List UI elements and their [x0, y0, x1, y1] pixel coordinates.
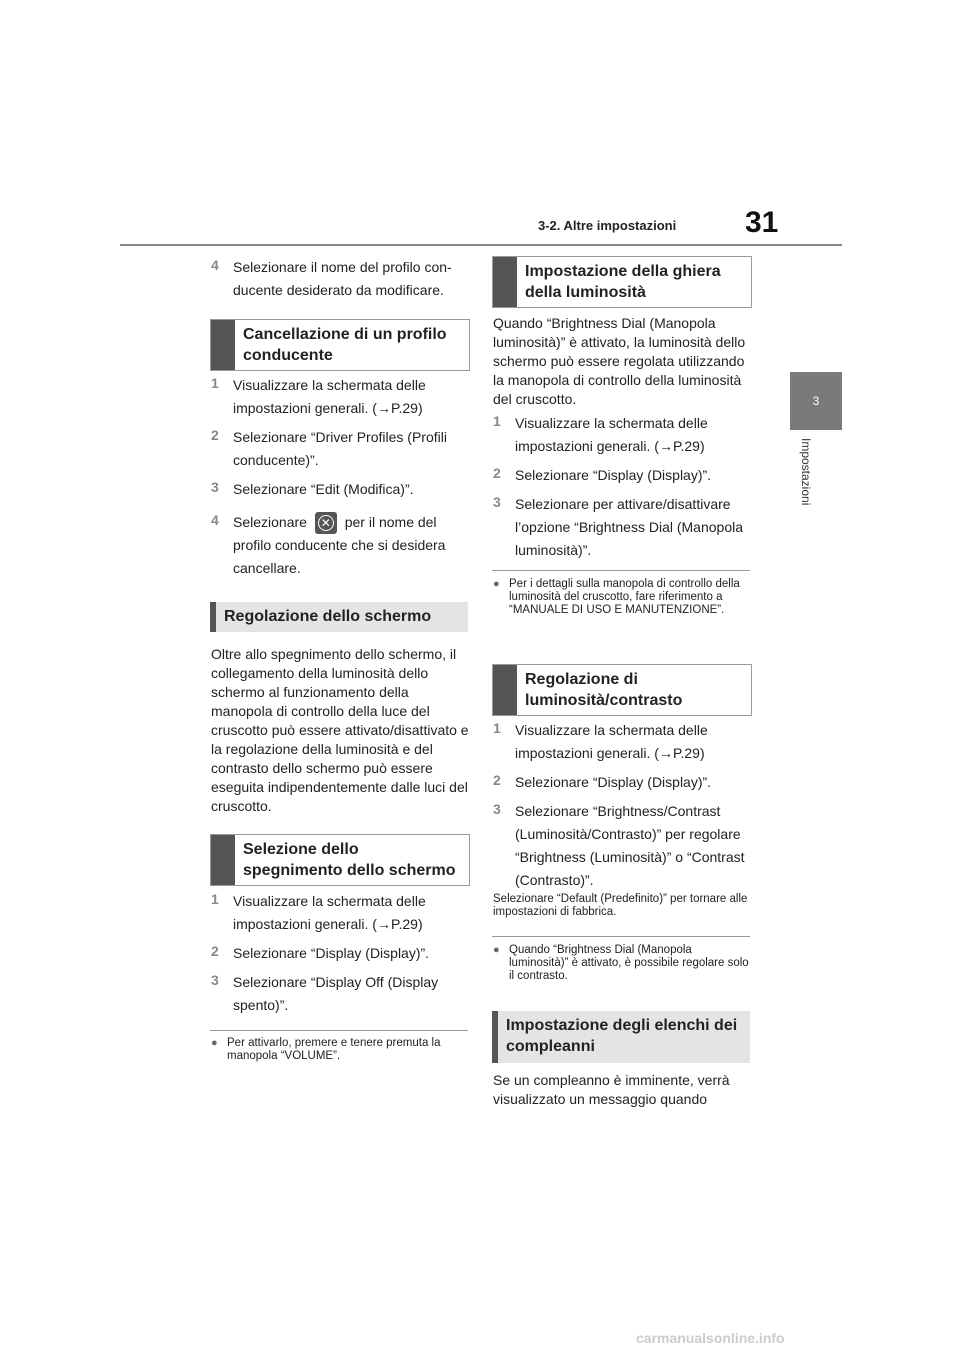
step-text: Selezionare “Brightness/Contrast (Luminosità/Contrasto)” per regolare “Brightness (Luminosità)” o “Contrast (Contrasto)”. [515, 803, 745, 888]
step-text: Selezionare “Driver Profiles (Profili conducente)”. [233, 429, 447, 468]
heading-brightness-dial [492, 256, 752, 308]
chapter-label: Impostazioni [799, 438, 813, 506]
heading-text: Selezione dello spegnimento dello schermo [243, 841, 456, 879]
step-item [211, 971, 469, 1017]
step-number: 3 [211, 479, 219, 495]
step-item [493, 800, 751, 892]
note [211, 1037, 469, 1063]
step-item [493, 464, 751, 487]
step-text: Selezionare “Edit (Modifica)”. [233, 481, 414, 497]
note [493, 944, 751, 983]
bullet-icon: ● [211, 1037, 218, 1049]
step-number: 4 [211, 257, 219, 273]
birthday-paragraph: Se un compleanno è imminente, verrà visualizzato un messaggio quando [493, 1072, 730, 1107]
step-number: 1 [493, 720, 501, 736]
delete-icon: ✕ [315, 512, 337, 534]
step-number: 2 [211, 427, 219, 443]
step-item [211, 511, 469, 580]
step-item [493, 493, 751, 562]
step-text: Selezionare per attivare/disattivare l’opzione “Brightness Dial (Manopola luminosità)”. [515, 496, 744, 558]
section-title: 3-2. Altre impostazioni [538, 218, 677, 233]
step-item [493, 719, 751, 765]
step-number: 3 [211, 972, 219, 988]
step-text: Selezionare il nome del profilo con- ducente desiderato da modificare. [233, 259, 452, 298]
step-number: 1 [493, 413, 501, 429]
note-rule [210, 1030, 468, 1031]
step-number: 1 [211, 891, 219, 907]
step-item [211, 374, 469, 420]
bullet-icon: ● [493, 944, 500, 956]
note-rule [492, 936, 750, 937]
screen-adjust-paragraph: Oltre allo spegnimento dello schermo, il collegamento della luminosità dello schermo al funzionamento della manopola di controllo della luce del cruscotto può essere attivato/disattivato e la regolazione della luminosità e del contrasto dello schermo può essere eseguita indipendentemente dalle luci del cruscotto. [211, 646, 469, 814]
step-number: 3 [493, 494, 501, 510]
step-item [211, 890, 469, 936]
step-item [211, 942, 469, 965]
note [493, 578, 751, 617]
brightness-dial-paragraph: Quando “Brightness Dial (Manopola luminosità)” è attivato, la luminosità dello schermo può essere regolata utilizzando la manopola di controllo della luminosità del cruscotto. [493, 315, 746, 407]
step-number: 2 [493, 465, 501, 481]
intro-step [211, 256, 469, 302]
bullet-icon: ● [493, 578, 500, 590]
brightness-contrast-steps [493, 719, 751, 892]
step-item [211, 478, 469, 501]
step-text: Visualizzare la schermata delle impostazioni generali. (→P.29) [515, 722, 708, 761]
step-text [233, 511, 469, 580]
page-number: 31 [745, 206, 779, 239]
note-text: Per i dettagli sulla manopola di controllo della luminosità del cruscotto, fare riferimento a “MANUALE DI USO E MANUTENZIONE”. [509, 578, 740, 616]
step-item [493, 771, 751, 794]
heading-delete-profile [210, 319, 470, 371]
step-text: Selezionare “Display Off (Display spento)”. [233, 974, 439, 1013]
screen-off-steps [211, 890, 469, 1017]
step-number: 2 [493, 772, 501, 788]
note-text: Quando “Brightness Dial (Manopola luminosità)” è attivato, è possibile regolare solo il contrasto. [509, 944, 749, 982]
step-number: 1 [211, 375, 219, 391]
step-item [211, 426, 469, 472]
heading-brightness-contrast [492, 664, 752, 716]
heading-text: Impostazione degli elenchi dei compleanni [506, 1017, 738, 1055]
step-text: Visualizzare la schermata delle impostazioni generali. (→P.29) [233, 377, 426, 416]
step-number: 3 [493, 801, 501, 817]
brightness-dial-steps [493, 412, 751, 562]
note-text: Per attivarlo, premere e tenere premuta la manopola “VOLUME”. [227, 1037, 441, 1062]
step-text-before: Selezionare [233, 514, 307, 530]
step-number: 4 [211, 512, 219, 528]
step-number: 2 [211, 943, 219, 959]
heading-text: Regolazione dello schermo [224, 608, 432, 625]
left-column [211, 256, 469, 302]
heading-text: Regolazione di luminosità/contrasto [525, 671, 683, 709]
step-text: Selezionare “Display (Display)”. [233, 945, 430, 961]
heading-birthday-lists [492, 1011, 750, 1063]
heading-text: Cancellazione di un profilo conducente [243, 326, 447, 364]
chapter-tab: 3 [790, 372, 842, 430]
header-rule [120, 244, 842, 246]
delete-steps [211, 374, 469, 580]
step-item [493, 412, 751, 458]
heading-screen-off [210, 834, 470, 886]
step-text-after: per il nome del profilo conducente che si desidera cancellare. [233, 514, 446, 577]
note-rule [492, 570, 750, 571]
heading-text: Impostazione della ghiera della luminosità [525, 263, 721, 301]
default-note: Selezionare “Default (Predefinito)” per tornare alle impostazioni di fabbrica. [493, 893, 748, 918]
step-text: Selezionare “Display (Display)”. [515, 467, 712, 483]
footer-watermark: carmanualsonline.info [636, 1330, 785, 1346]
step-text: Selezionare “Display (Display)”. [515, 774, 712, 790]
step-text: Visualizzare la schermata delle impostazioni generali. (→P.29) [233, 893, 426, 932]
heading-screen-adjust [210, 602, 468, 632]
step-text: Visualizzare la schermata delle impostazioni generali. (→P.29) [515, 415, 708, 454]
